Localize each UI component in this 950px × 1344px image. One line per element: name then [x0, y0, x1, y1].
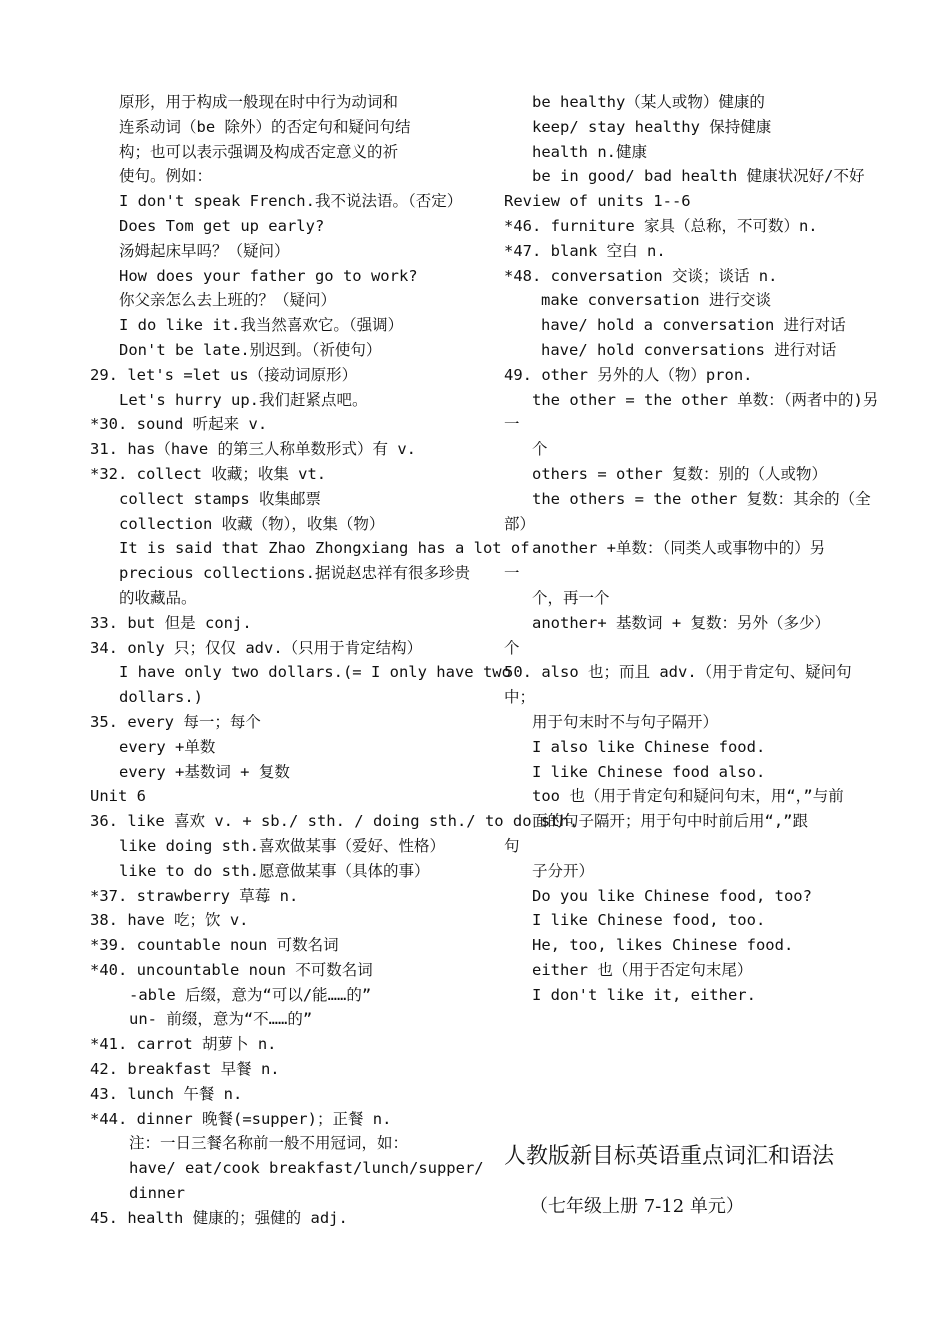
text-line: 42. breakfast 早餐 n. [90, 1060, 280, 1079]
text-line: 你父亲怎么去上班的？（疑问） [119, 291, 337, 310]
text-line: -able 后缀，意为“可以/能……的” [129, 985, 372, 1004]
text-line: 个，再一个 [532, 588, 610, 607]
text-line: 汤姆起床早吗？（疑问） [119, 241, 290, 260]
text-line: Review of units 1--6 [504, 192, 691, 211]
text-line: Let's hurry up.我们赶紧点吧。 [119, 390, 368, 409]
text-line: 43. lunch 午餐 n. [90, 1084, 243, 1103]
text-line: Unit 6 [90, 787, 146, 806]
text-line: be in good/ bad health 健康状况好/不好 [532, 167, 865, 186]
text-line: Don't be late.别迟到。（祈使句） [119, 340, 382, 359]
text-line: I do like it.我当然喜欢它。（强调） [119, 316, 404, 335]
document-subtitle: （七年级上册 7-12 单元） [530, 1196, 744, 1217]
text-line: 句 [504, 836, 520, 855]
text-line: every +基数词 + 复数 [119, 762, 290, 781]
text-line: *44. dinner 晚餐(=supper)；正餐 n. [90, 1109, 392, 1128]
text-line: *48. conversation 交谈；谈话 n. [504, 266, 778, 285]
text-line: 注：一日三餐名称前一般不用冠词，如： [129, 1134, 409, 1153]
text-line: I don't like it, either. [532, 985, 756, 1004]
text-line: 35. every 每一；每个 [90, 712, 261, 731]
text-line: 50. also 也；而且 adv.（用于肯定句、疑问句 [504, 663, 852, 682]
text-line: I like Chinese food also. [532, 762, 766, 781]
text-line: *41. carrot 胡萝卜 n. [90, 1035, 277, 1054]
text-line: He, too, likes Chinese food. [532, 936, 794, 955]
text-line: like to do sth.愿意做某事（具体的事） [119, 861, 430, 880]
text-line: I also like Chinese food. [532, 737, 766, 756]
text-line: either 也（用于否定句末尾） [532, 960, 753, 979]
text-line: 29. let's =let us（接动词原形） [90, 365, 358, 384]
text-line: keep/ stay healthy 保持健康 [532, 117, 772, 136]
text-line: 33. but 但是 conj. [90, 613, 252, 632]
text-line: 36. like 喜欢 v. + sb./ sth. / doing sth./ to do sth. [90, 812, 579, 831]
text-line: *39. countable noun 可数名词 [90, 936, 339, 955]
document-title: 人教版新目标英语重点词汇和语法 [504, 1144, 835, 1169]
text-line: another+ 基数词 + 复数：另外（多少） [532, 613, 830, 632]
text-line: too 也（用于肯定句和疑问句末，用“，”与前 [532, 787, 844, 806]
text-line: the other = the other 单数：（两者中的)另 [532, 390, 879, 409]
text-line: 一 [504, 415, 520, 434]
text-line: 用于句末时不与句子隔开） [532, 712, 719, 731]
text-line: *30. sound 听起来 v. [90, 415, 268, 434]
text-line: 部） [504, 514, 536, 533]
text-line: have/ eat/cook breakfast/lunch/supper/ [129, 1159, 484, 1178]
text-line: 的收藏品。 [119, 588, 197, 607]
text-line: dollars.) [119, 688, 203, 707]
right-column [504, 90, 894, 1007]
text-line: *37. strawberry 草莓 n. [90, 886, 299, 905]
text-line: 使句。例如： [119, 167, 213, 186]
text-line: 34. only 只；仅仅 adv.（只用于肯定结构） [90, 638, 423, 657]
text-line: 49. other 另外的人（物）pron. [504, 365, 753, 384]
text-line: Does Tom get up early? [119, 216, 325, 235]
text-line: have/ hold a conversation 进行对话 [541, 316, 846, 335]
text-line: It is said that Zhao Zhongxiang has a lot of [119, 539, 530, 558]
text-line: 一 [504, 564, 520, 583]
text-line: dinner [129, 1184, 185, 1203]
text-line: have/ hold conversations 进行对话 [541, 340, 837, 359]
text-line: collection 收藏（物），收集（物） [119, 514, 385, 533]
text-line: collect stamps 收集邮票 [119, 489, 321, 508]
text-line: 38. have 吃；饮 v. [90, 911, 249, 930]
text-line: *47. blank 空白 n. [504, 241, 666, 260]
text-line: *46. furniture 家具（总称，不可数）n. [504, 216, 818, 235]
text-line: 面的句子隔开；用于句中时前后用“,”跟 [532, 812, 808, 831]
text-line: 构；也可以表示强调及构成否定意义的祈 [119, 142, 399, 161]
text-line: 45. health 健康的；强健的 adj. [90, 1208, 348, 1227]
text-line: 个 [504, 638, 520, 657]
text-line: health n.健康 [532, 142, 647, 161]
text-line: like doing sth.喜欢做某事（爱好、性格） [119, 836, 445, 855]
text-line: 连系动词（be 除外）的否定句和疑问句结 [119, 117, 411, 136]
text-line: How does your father go to work? [119, 266, 418, 285]
text-line: 子分开） [532, 861, 595, 880]
text-line: I have only two dollars.(= I only have two [119, 663, 511, 682]
text-line: another +单数：（同类人或事物中的）另 [532, 539, 826, 558]
text-line: un- 前缀，意为“不……的” [129, 1010, 313, 1029]
text-line: 原形，用于构成一般现在时中行为动词和 [119, 93, 399, 111]
text-line: every +单数 [119, 737, 216, 756]
text-line: *32. collect 收藏；收集 vt. [90, 464, 327, 483]
text-line: 中； [504, 688, 536, 707]
text-line: make conversation 进行交谈 [541, 291, 771, 310]
text-line: 31. has（have 的第三人称单数形式）有 v. [90, 440, 416, 459]
text-line: Do you like Chinese food, too? [532, 886, 812, 905]
text-line: 个 [532, 440, 548, 459]
text-line: I don't speak French.我不说法语。（否定） [119, 192, 463, 211]
text-line: I like Chinese food, too. [532, 911, 766, 930]
text-line: be healthy（某人或物）健康的 [532, 93, 765, 111]
text-line: others = other 复数：别的（人或物） [532, 464, 827, 483]
text-line: *40. uncountable noun 不可数名词 [90, 960, 373, 979]
text-line: the others = the other 复数：其余的（全 [532, 489, 871, 508]
text-line: precious collections.据说赵忠祥有很多珍贵 [119, 564, 470, 583]
